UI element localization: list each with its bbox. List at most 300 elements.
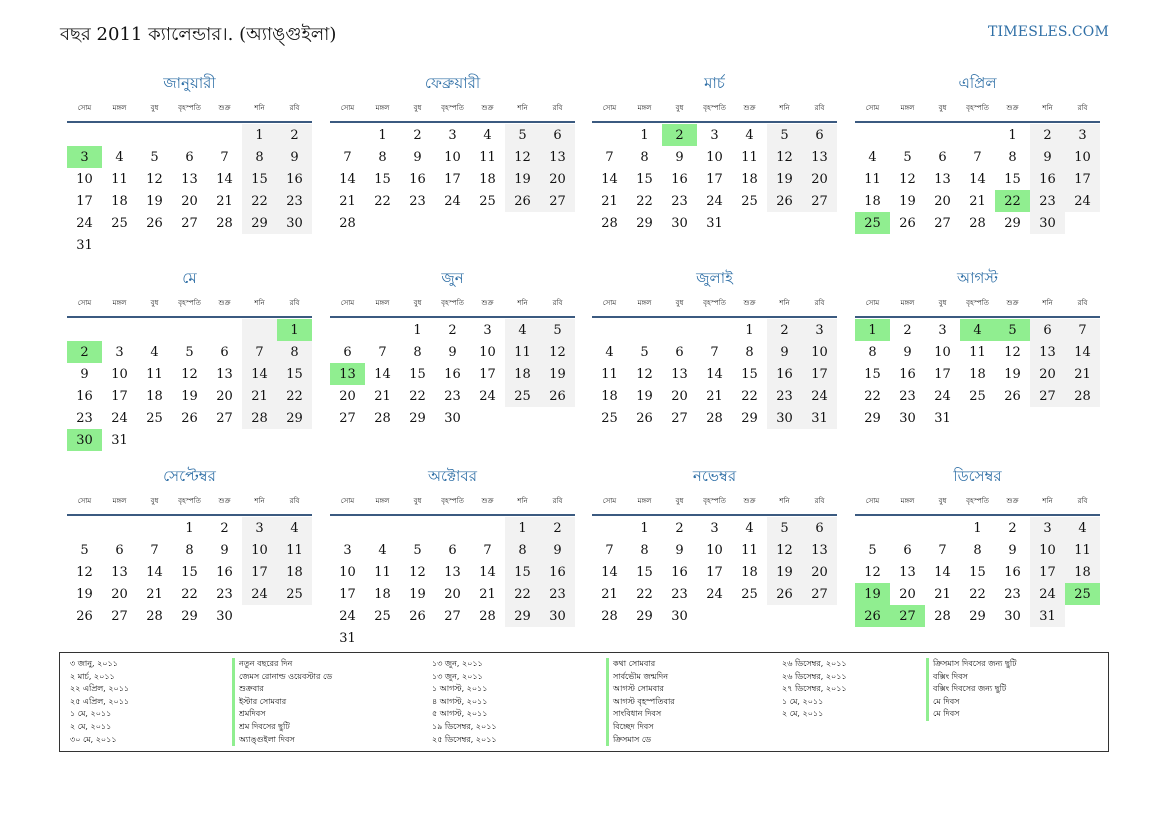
day-cell: 25: [601, 410, 618, 426]
day-cell: 9: [1030, 146, 1065, 168]
day-cell: 30: [67, 429, 102, 451]
day-cell: 10: [1065, 146, 1100, 168]
day-cell: 6: [938, 149, 947, 165]
day-cell: 12: [409, 564, 426, 580]
weekday-header: [330, 491, 575, 511]
weekday-label: মঙ্গল: [375, 497, 390, 505]
day-cell: 4: [483, 127, 492, 143]
empty-cell: [470, 627, 505, 649]
day-cell: 8: [745, 344, 754, 360]
day-cell: 2: [448, 322, 457, 338]
day-cell: 6: [540, 124, 575, 146]
day-cell: 9: [277, 146, 312, 168]
empty-cell: [1065, 407, 1100, 429]
legend-holiday-name: শ্রমদিবস: [239, 709, 266, 719]
day-cell: 17: [1030, 561, 1065, 583]
day-cell: 20: [181, 193, 198, 209]
weekday-label: শুক্র: [743, 104, 756, 112]
month-name: নভেম্বর: [692, 467, 737, 485]
empty-cell: [592, 124, 627, 146]
day-cell: 28: [601, 215, 618, 231]
weekday-label: বৃহস্পতি: [703, 497, 726, 505]
empty-cell: [540, 212, 575, 234]
day-cell: 2: [277, 124, 312, 146]
day-cell: 10: [339, 564, 356, 580]
empty-cell: [995, 407, 1030, 429]
weekday-label: বৃহস্পতি: [441, 104, 464, 112]
day-cell: 1: [242, 124, 277, 146]
day-cell: 5: [413, 542, 422, 558]
day-cell: 22: [242, 190, 277, 212]
day-cell: 6: [185, 149, 194, 165]
legend-holiday-name: বক্সিং দিবস: [933, 671, 968, 681]
day-cell: 19: [409, 586, 426, 602]
day-cell: 21: [706, 388, 723, 404]
day-cell: 23: [444, 388, 461, 404]
day-cell: 3: [448, 127, 457, 143]
weekday-header: [592, 491, 837, 511]
day-cell: 15: [181, 564, 198, 580]
weekday-label: সোম: [340, 104, 355, 112]
day-cell: 2: [662, 124, 697, 146]
day-cell: 10: [706, 149, 723, 165]
day-grid: [67, 319, 312, 451]
day-cell: 20: [802, 168, 837, 190]
weekday-label: রবি: [289, 497, 300, 505]
weekday-label: সোম: [77, 299, 92, 307]
day-cell: 7: [220, 149, 229, 165]
day-cell: 16: [899, 366, 916, 382]
day-cell: 5: [903, 149, 912, 165]
empty-cell: [172, 124, 207, 146]
day-cell: 23: [899, 388, 916, 404]
empty-cell: [1065, 605, 1100, 627]
day-cell: 2: [767, 319, 802, 341]
day-cell: 12: [767, 146, 802, 168]
day-cell: 22: [995, 190, 1030, 212]
empty-cell: [137, 429, 172, 451]
empty-cell: [890, 124, 925, 146]
day-cell: 19: [540, 363, 575, 385]
month-block: [855, 268, 1100, 429]
day-cell: 24: [706, 586, 723, 602]
weekday-label: শুক্র: [218, 299, 231, 307]
day-cell: 23: [540, 583, 575, 605]
day-cell: 24: [934, 388, 951, 404]
day-cell: 3: [710, 520, 719, 536]
empty-cell: [960, 407, 995, 429]
empty-cell: [365, 319, 400, 341]
day-cell: 23: [277, 190, 312, 212]
empty-cell: [207, 124, 242, 146]
weekday-label: বুধ: [413, 497, 422, 505]
day-cell: 15: [864, 366, 881, 382]
day-cell: 20: [339, 388, 356, 404]
day-cell: 2: [1008, 520, 1017, 536]
weekday-header: [67, 491, 312, 511]
day-cell: 30: [540, 605, 575, 627]
day-cell: 30: [216, 608, 233, 624]
day-cell: 19: [505, 168, 540, 190]
legend-holiday-name: মে দিবস: [933, 696, 960, 706]
day-cell: 4: [605, 344, 614, 360]
month-block: [67, 73, 312, 256]
day-cell: 19: [855, 583, 890, 605]
weekday-label: রবি: [1077, 104, 1088, 112]
day-cell: 15: [277, 363, 312, 385]
day-cell: 17: [76, 193, 93, 209]
weekday-label: বৃহস্পতি: [966, 497, 989, 505]
legend-holiday-name: আগস্ট বৃহস্পতিবার: [613, 696, 675, 706]
day-cell: 22: [636, 586, 653, 602]
day-cell: 8: [413, 344, 422, 360]
day-cell: 27: [934, 215, 951, 231]
day-cell: 29: [969, 608, 986, 624]
day-cell: 8: [505, 539, 540, 561]
day-cell: 11: [505, 341, 540, 363]
empty-cell: [540, 407, 575, 429]
day-cell: 26: [855, 605, 890, 627]
day-cell: 31: [934, 410, 951, 426]
weekday-label: সোম: [602, 104, 617, 112]
day-cell: 18: [277, 561, 312, 583]
weekday-label: মঙ্গল: [637, 497, 652, 505]
day-cell: 14: [601, 171, 618, 187]
weekday-label: বৃহস্পতি: [178, 104, 201, 112]
day-cell: 11: [479, 149, 496, 165]
day-cell: 24: [706, 193, 723, 209]
day-cell: 3: [802, 319, 837, 341]
weekday-label: বুধ: [413, 299, 422, 307]
weekday-label: মঙ্গল: [375, 104, 390, 112]
empty-cell: [732, 212, 767, 234]
day-cell: 16: [409, 171, 426, 187]
header-rule: [67, 514, 312, 516]
weekday-label: বৃহস্পতি: [703, 299, 726, 307]
weekday-label: মঙ্গল: [112, 104, 127, 112]
day-cell: 1: [973, 520, 982, 536]
empty-cell: [172, 319, 207, 341]
day-cell: 18: [505, 363, 540, 385]
month-block: [67, 268, 312, 451]
day-cell: 26: [505, 190, 540, 212]
legend-holiday-name: জেমস রোনাল্ড ওয়েবস্টার ডে: [239, 671, 333, 681]
day-grid: [330, 517, 575, 649]
day-cell: 12: [1004, 344, 1021, 360]
day-cell: 17: [111, 388, 128, 404]
day-cell: 10: [111, 366, 128, 382]
day-cell: 14: [146, 564, 163, 580]
day-cell: 11: [146, 366, 163, 382]
legend-holiday-name: কথা সোমবার: [613, 659, 656, 668]
day-cell: 9: [540, 539, 575, 561]
month-name: ডিসেম্বর: [953, 467, 1002, 485]
day-cell: 15: [242, 168, 277, 190]
month-block: [855, 466, 1100, 627]
day-cell: 4: [960, 319, 995, 341]
legend-date: ২ মে, ২০১১: [70, 721, 112, 731]
day-cell: 20: [216, 388, 233, 404]
day-cell: 16: [277, 168, 312, 190]
day-cell: 7: [483, 542, 492, 558]
day-cell: 6: [115, 542, 124, 558]
day-cell: 25: [1065, 583, 1100, 605]
day-cell: 27: [540, 190, 575, 212]
empty-cell: [330, 517, 365, 539]
legend-date: ১৩ জুন, ২০১১: [432, 671, 483, 681]
day-cell: 28: [934, 608, 951, 624]
day-cell: 24: [242, 583, 277, 605]
day-cell: 26: [767, 190, 802, 212]
day-cell: 19: [767, 561, 802, 583]
day-cell: 1: [1008, 127, 1017, 143]
day-cell: 12: [76, 564, 93, 580]
weekday-label: রবি: [814, 104, 825, 112]
empty-cell: [102, 517, 137, 539]
day-cell: 26: [146, 215, 163, 231]
legend-date: ২ মার্চ, ২০১১: [70, 671, 115, 681]
day-cell: 8: [973, 542, 982, 558]
empty-cell: [330, 319, 365, 341]
day-cell: 8: [868, 344, 877, 360]
day-cell: 29: [505, 605, 540, 627]
day-cell: 25: [855, 212, 890, 234]
day-cell: 18: [741, 564, 758, 580]
empty-cell: [627, 319, 662, 341]
day-grid: [592, 319, 837, 429]
weekday-header: [855, 98, 1100, 118]
day-cell: 3: [938, 322, 947, 338]
day-cell: 1: [277, 319, 312, 341]
day-cell: 27: [1030, 385, 1065, 407]
day-cell: 1: [505, 517, 540, 539]
day-cell: 16: [1004, 564, 1021, 580]
day-cell: 22: [409, 388, 426, 404]
page-title: বছর 2011 ক্যালেন্ডার।. (অ্যাঙ্গুইলা): [60, 24, 337, 45]
day-cell: 7: [1065, 319, 1100, 341]
legend-date: ৫ আগস্ট, ২০১১: [432, 709, 488, 719]
day-cell: 2: [1030, 124, 1065, 146]
empty-cell: [697, 605, 732, 627]
day-cell: 12: [505, 146, 540, 168]
day-cell: 10: [1030, 539, 1065, 561]
legend-holiday-name: মে দিবস: [933, 709, 960, 719]
day-cell: 6: [802, 517, 837, 539]
weekday-label: শুক্র: [1006, 299, 1019, 307]
day-cell: 22: [741, 388, 758, 404]
weekday-label: মঙ্গল: [112, 299, 127, 307]
day-cell: 12: [540, 341, 575, 363]
day-cell: 13: [802, 146, 837, 168]
month-block: [592, 73, 837, 234]
day-cell: 21: [601, 193, 618, 209]
empty-cell: [592, 319, 627, 341]
empty-cell: [540, 627, 575, 649]
empty-cell: [435, 627, 470, 649]
day-cell: 16: [540, 561, 575, 583]
day-cell: 15: [636, 171, 653, 187]
day-cell: 17: [479, 366, 496, 382]
day-cell: 3: [1030, 517, 1065, 539]
weekday-label: শুক্র: [481, 497, 494, 505]
day-cell: 21: [969, 193, 986, 209]
day-grid: [67, 124, 312, 256]
day-cell: 4: [115, 149, 124, 165]
day-cell: 25: [479, 193, 496, 209]
day-cell: 14: [216, 171, 233, 187]
month-name: অক্টোবর: [427, 467, 478, 485]
empty-cell: [242, 319, 277, 341]
empty-cell: [67, 124, 102, 146]
weekday-label: রবি: [814, 497, 825, 505]
day-cell: 24: [76, 215, 93, 231]
day-cell: 25: [741, 193, 758, 209]
day-cell: 1: [378, 127, 387, 143]
day-cell: 26: [76, 608, 93, 624]
weekday-label: বুধ: [675, 497, 684, 505]
day-cell: 11: [111, 171, 128, 187]
month-block: [330, 73, 575, 234]
day-grid: [592, 124, 837, 234]
day-cell: 9: [448, 344, 457, 360]
weekday-label: শুক্র: [218, 497, 231, 505]
day-cell: 22: [969, 586, 986, 602]
day-cell: 22: [374, 193, 391, 209]
empty-cell: [470, 212, 505, 234]
month-block: [592, 466, 837, 627]
day-cell: 22: [636, 193, 653, 209]
legend-date: ২৭ ডিসেম্বর, ২০১১: [782, 684, 847, 694]
day-cell: 28: [242, 407, 277, 429]
day-cell: 6: [448, 542, 457, 558]
legend-date-column: [432, 658, 497, 746]
day-cell: 3: [343, 542, 352, 558]
empty-cell: [67, 319, 102, 341]
day-cell: 1: [855, 319, 890, 341]
weekday-label: সোম: [340, 299, 355, 307]
day-cell: 15: [505, 561, 540, 583]
weekday-label: মঙ্গল: [900, 497, 915, 505]
day-cell: 13: [899, 564, 916, 580]
weekday-label: বুধ: [150, 299, 159, 307]
empty-cell: [242, 605, 277, 627]
day-cell: 31: [111, 432, 128, 448]
day-cell: 10: [76, 171, 93, 187]
day-cell: 30: [1004, 608, 1021, 624]
month-block: [855, 73, 1100, 234]
day-cell: 13: [444, 564, 461, 580]
day-cell: 29: [636, 215, 653, 231]
day-cell: 7: [605, 542, 614, 558]
day-grid: [330, 124, 575, 234]
legend-date: ১ মে, ২০১১: [782, 696, 824, 706]
empty-cell: [330, 124, 365, 146]
day-grid: [855, 517, 1100, 627]
empty-cell: [277, 605, 312, 627]
empty-cell: [505, 627, 540, 649]
day-cell: 9: [675, 542, 684, 558]
day-cell: 13: [934, 171, 951, 187]
day-cell: 27: [181, 215, 198, 231]
weekday-label: বৃহস্পতি: [966, 104, 989, 112]
day-cell: 13: [330, 363, 365, 385]
day-cell: 31: [339, 630, 356, 646]
empty-cell: [732, 605, 767, 627]
day-cell: 6: [675, 344, 684, 360]
site-link[interactable]: TIMESLES.COM: [988, 24, 1109, 40]
legend-name-column: [606, 658, 675, 746]
legend-holiday-name: সার্বভৌম জন্মদিন: [613, 671, 668, 681]
legend-date: ২২ এপ্রিল, ২০১১: [70, 684, 130, 694]
day-cell: 7: [343, 149, 352, 165]
header-rule: [330, 514, 575, 516]
empty-cell: [242, 234, 277, 256]
header-rule: [855, 514, 1100, 516]
day-cell: 25: [146, 410, 163, 426]
weekday-label: মঙ্গল: [637, 104, 652, 112]
day-cell: 24: [444, 193, 461, 209]
day-cell: 12: [864, 564, 881, 580]
empty-cell: [400, 212, 435, 234]
day-cell: 12: [146, 171, 163, 187]
empty-cell: [242, 429, 277, 451]
empty-cell: [697, 319, 732, 341]
weekday-label: রবি: [1077, 497, 1088, 505]
day-cell: 16: [671, 171, 688, 187]
weekday-label: সোম: [77, 497, 92, 505]
day-cell: 24: [339, 608, 356, 624]
weekday-label: রবি: [1077, 299, 1088, 307]
day-cell: 29: [409, 410, 426, 426]
month-name: জুন: [441, 269, 464, 287]
day-cell: 28: [339, 215, 356, 231]
day-cell: 31: [706, 215, 723, 231]
weekday-label: শনি: [779, 497, 790, 505]
empty-cell: [505, 407, 540, 429]
day-cell: 23: [1004, 586, 1021, 602]
month-block: [330, 466, 575, 649]
day-cell: 17: [242, 561, 277, 583]
day-cell: 13: [1030, 341, 1065, 363]
day-cell: 7: [378, 344, 387, 360]
day-cell: 29: [636, 608, 653, 624]
weekday-label: শনি: [1042, 299, 1053, 307]
day-cell: 21: [216, 193, 233, 209]
day-cell: 25: [741, 586, 758, 602]
legend-date-column: [782, 658, 847, 721]
empty-cell: [365, 517, 400, 539]
day-cell: 29: [741, 410, 758, 426]
day-cell: 28: [969, 215, 986, 231]
day-cell: 13: [181, 171, 198, 187]
day-cell: 4: [868, 149, 877, 165]
empty-cell: [277, 429, 312, 451]
day-cell: 30: [277, 212, 312, 234]
weekday-label: মঙ্গল: [112, 497, 127, 505]
day-cell: 16: [216, 564, 233, 580]
day-cell: 13: [216, 366, 233, 382]
day-cell: 30: [444, 410, 461, 426]
day-cell: 18: [601, 388, 618, 404]
weekday-label: বুধ: [938, 299, 947, 307]
weekday-label: রবি: [552, 299, 563, 307]
weekday-label: শুক্র: [743, 497, 756, 505]
weekday-label: বুধ: [675, 299, 684, 307]
day-cell: 5: [995, 319, 1030, 341]
legend-holiday-name: আগস্ট সোমবার: [613, 684, 664, 694]
day-cell: 10: [934, 344, 951, 360]
weekday-label: বুধ: [675, 104, 684, 112]
